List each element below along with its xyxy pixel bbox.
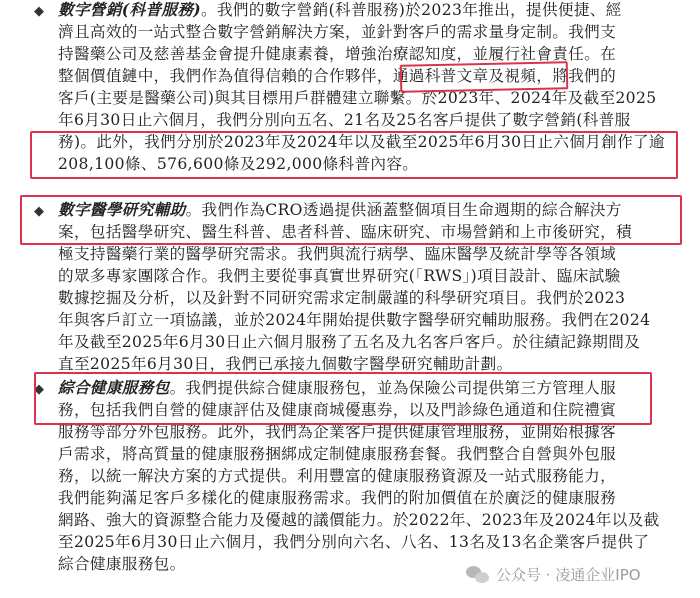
text-line: 務)。此外，我們分別於2023年及2024年以及截至2025年6月30日止六個月創作了逾 [58, 133, 665, 151]
text-line: 務，以統一解決方案的方式提供。利用豐富的健康服務資源及一站式服務能力， [58, 467, 617, 485]
text-line: 濟且高效的一站式整合數字營銷解決方案，並針對客戶的需求量身定制。我們支 [58, 23, 617, 41]
text-line: 的眾多專家團隊合作。我們主要從事真實世界研究(「RWS」)項目設計、臨床試驗 [58, 267, 621, 285]
text-line: 數據挖掘及分析，以及針對不同研究需求定制嚴謹的科學研究項目。我們於2023 [58, 289, 626, 307]
bullet-marker: ◆ [34, 4, 44, 19]
text-line: 務，包括我們自營的健康評估及健康商城優惠券，以及門診綠色通道和住院禮賓 [58, 401, 617, 419]
text-line: 網路、強大的資源整合能力及優越的議價能力。於2022年、2023年及2024年以及截 [58, 511, 660, 529]
text-line: 年及截至2025年6月30日止六個月服務了五名及九名客戶客戶。於往績記錄期間及 [58, 333, 641, 351]
text-line: 案，包括醫學研究、醫生科普、患者科普、臨床研究、市場營銷和上市後研究，積 [58, 223, 632, 241]
text-line: 持醫藥公司及慈善基金會提升健康素養，增強治療認知度，並履行社會責任。在 [58, 45, 617, 63]
section-heading: 數字醫學研究輔助 [58, 200, 186, 219]
text-line: 年與客戶訂立一項協議，並於2024年開始提供數字醫學研究輔助服務。我們在2024 [58, 311, 651, 329]
text-line: 極支持醫藥行業的醫學研究需求。我們與流行病學、臨床醫學及統計學等各領域 [58, 245, 617, 263]
bullet-marker: ◆ [34, 204, 44, 219]
text-line: 年6月30日止六個月，我們分別向五名、21名及25名客戶提供了數字營銷(科普服 [58, 111, 631, 129]
watermark [466, 560, 641, 588]
text-line: 綜合健康服務包。 [58, 555, 186, 573]
text-line: 整個價值鏈中，我們作為值得信賴的合作夥伴，通過科普文章及視頻，將我們的 [58, 67, 617, 85]
text-line: 綜合健康服務包。我們提供綜合健康服務包，並為保險公司提供第三方管理人服 [58, 378, 617, 397]
text-line: 數字營銷(科普服務)。我們的數字營銷(科普服務)於2023年推出，提供便捷、經 [58, 0, 622, 19]
section-heading: 綜合健康服務包 [58, 378, 170, 397]
text-line: 客戶(主要是醫藥公司)與其目標用戶群體建立聯繫。於2023年、2024年及截至2025 [58, 89, 657, 107]
text-line: 服務等部分外包服務。此外，我們為企業客戶提供健康管理服務，並開始根據客 [58, 423, 617, 441]
text-line: 直至2025年6月30日，我們已承接九個數字醫學研究輔助計劃。 [58, 355, 513, 373]
watermark-text: 公众号 · 凌通企业IPO [496, 565, 641, 584]
text-line: 數字醫學研究輔助。我們作為CRO透過提供涵蓋整個項目生命週期的綜合解決方 [58, 200, 622, 219]
text-line: 我們能夠滿足客戶多樣化的健康服務需求。我們的附加價值在於廣泛的健康服務 [58, 489, 617, 507]
text-line: 至2025年6月30日止六個月，我們分別向六名、八名、13名及13名企業客戶提供了 [58, 533, 650, 551]
wechat-icon [466, 564, 490, 584]
text-line: 戶需求，將高質量的健康服務捆綁成定制健康服務套餐。我們整合自營與外包服 [58, 445, 617, 463]
bullet-marker: ◆ [34, 382, 44, 397]
section-heading: 數字營銷(科普服務) [58, 0, 202, 19]
text-line: 208,100條、576,600條及292,000條科普內容。 [58, 155, 419, 173]
